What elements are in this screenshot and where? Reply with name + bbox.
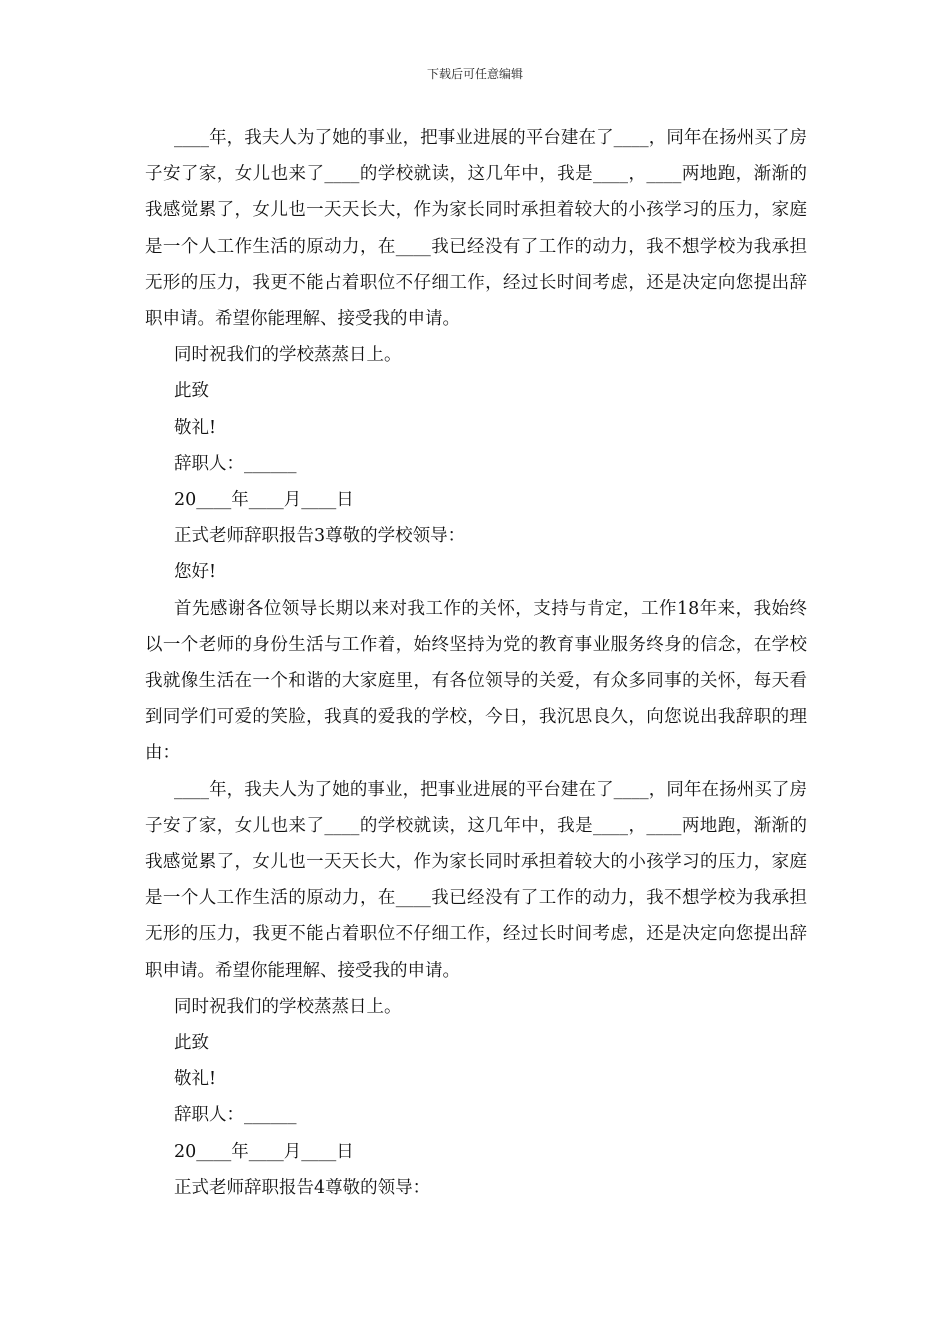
page-header: 下载后可任意编辑 [426,67,523,81]
body-paragraph: ____年，我夫人为了她的事业，把事业进展的平台建在了____，同年在扬州买了房子安了家，女儿也来了____的学校就读，这几年中，我是____，____两地跑，渐渐的我感觉累了，女儿也一天天长大，作为家长同时承担着较大的小孩学习的压力，家庭是一个人工作生活的原动力，在____我已经没有了工作的动力，我不想学校为我承担无形的压力，我更不能占着职位不仔细工作，经过长时间考虑，还是决定向您提出辞职申请。希望你能理解、接受我的申请。 [145,128,807,330]
signature-line: 辞职人：______ [174,1105,297,1126]
salutation-closing: 此致 [174,1033,209,1054]
closing-wish: 同时祝我们的学校蒸蒸日上。 [174,996,402,1017]
salutation-regards: 敬礼! [174,417,217,438]
date-line: 20____年____月____日 [174,490,354,511]
closing-wish: 同时祝我们的学校蒸蒸日上。 [174,345,402,366]
greeting: 您好! [174,562,217,583]
body-paragraph: 首先感谢各位领导长期以来对我工作的关怀，支持与肯定，工作18年来，我始终以一个老师的身份生活与工作着，始终坚持为党的教育事业服务终身的信念，在学校我就像生活在一个和谐的大家庭里，有各位领导的关爱，有众多同事的关怀，每天看到同学们可爱的笑脸，我真的爱我的学校，今日，我沉思良久，向您说出我辞职的理由： [145,598,807,764]
date-line: 20____年____月____日 [174,1141,354,1162]
section-heading: 正式老师辞职报告4尊敬的领导： [174,1177,431,1198]
body-paragraph: ____年，我夫人为了她的事业，把事业进展的平台建在了____，同年在扬州买了房子安了家，女儿也来了____的学校就读，这几年中，我是____，____两地跑，渐渐的我感觉累了，女儿也一天天长大，作为家长同时承担着较大的小孩学习的压力，家庭是一个人工作生活的原动力，在____我已经没有了工作的动力，我不想学校为我承担无形的压力，我更不能占着职位不仔细工作，经过长时间考虑，还是决定向您提出辞职申请。希望你能理解、接受我的申请。 [145,779,807,981]
salutation-regards: 敬礼! [174,1069,217,1090]
salutation-closing: 此致 [174,381,209,402]
document-body [145,120,807,1206]
signature-line: 辞职人：______ [174,453,297,474]
section-heading: 正式老师辞职报告3尊敬的学校领导： [174,526,466,547]
